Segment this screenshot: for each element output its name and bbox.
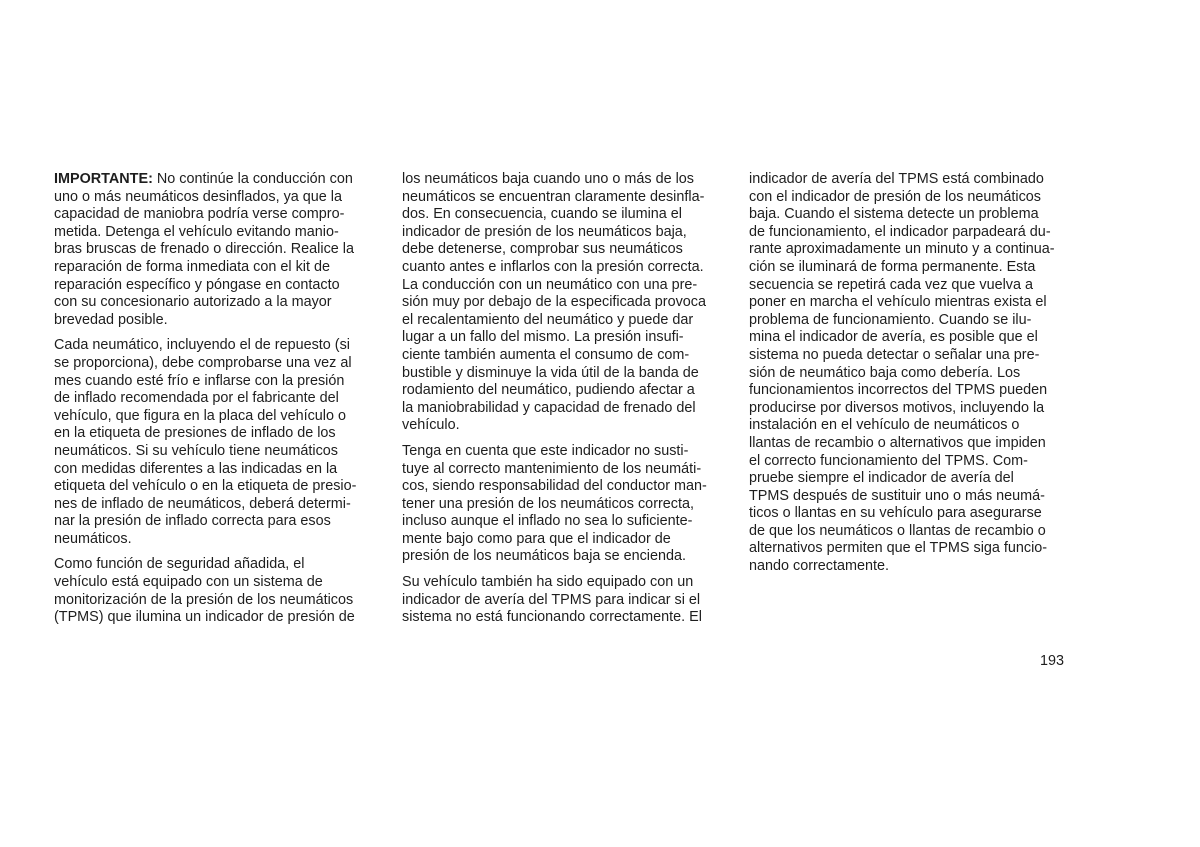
paragraph-malfunction-indicator: indicador de avería del TPMS está combinado con el indicador de presión de los neumáticos baja. Cuando el sistema detecte un problema de funcionamiento, el indicador parpadeará du- rante aproximadamente un minuto y a continua- ción se iluminará de forma permanente. Esta secuencia se repetirá cada vez que vuelva a poner en marcha el vehículo mientras exista el problema de funcionamiento. Cuando se ilu- mina el indicador de avería, es posible que el sistema no pueda detectar o señalar una pre- sión de neumático baja como debería. Los funcionamientos incorrectos del TPMS pueden producirse por diversos motivos, incluyendo la instalación en el vehículo de neumáticos o llantas de recambio o alternativos que impiden el correcto funcionamiento del TPMS. Com- pruebe siempre el indicador de avería del TPMS después de sustituir uno o más neumá- ticos o llantas en su vehículo para asegurarse de que los neumáticos o llantas de recambio o alternativos permiten que el TPMS siga funcio- nando correctamente. xyxy=(749,171,1055,575)
paragraph-important-warning xyxy=(54,171,366,329)
paragraph-tire-check: Cada neumático, incluyendo el de repuesto (si se proporciona), debe comprobarse una vez al mes cuando esté frío e inflarse con la presión de inflado recomendada por el fabricante del vehículo, que figura en la placa del vehículo o en la etiqueta de presiones de inflado de los neumáticos. Si su vehículo tiene neumáticos con medidas diferentes a las indicadas en la etiqueta del vehículo o en la etiqueta de presio- nes de inflado de neumáticos, deberá determi- nar la presión de inflado correcta para esos neumáticos. xyxy=(54,337,357,547)
paragraph-maintenance-note: Tenga en cuenta que este indicador no susti- tuye al correcto mantenimiento de los neumáti- cos, siendo responsabilidad del conductor man- tener una presión de los neumáticos correcta, incluso aunque el inflado no sea lo suficiente- mente bajo como para que el indicador de presión de los neumáticos baja se encienda. xyxy=(402,442,707,565)
paragraph-tpms-intro: Como función de seguridad añadida, el vehículo está equipado con un sistema de monitorización de la presión de los neumáticos (TPMS) que ilumina un indicador de presión de xyxy=(54,556,355,626)
text-column-left xyxy=(54,171,366,635)
important-label: IMPORTANTE: xyxy=(54,171,153,187)
page-number: 193 xyxy=(1039,653,1064,669)
paragraph-low-pressure: los neumáticos baja cuando uno o más de los neumáticos se encuentran claramente desinfla- dos. En consecuencia, cuando se ilumina el indicador de presión de los neumáticos baja, debe detenerse, comprobar sus neumáticos cuanto antes e inflarlos con la presión correcta. La conducción con un neumático con una pre- sión muy por debajo de la especificada provoca el recalentamiento del neumático y puede dar lugar a un fallo del mismo. La presión insufi- ciente también aumenta el consumo de com- bustible y disminuye la vida útil de la banda de rodamiento del neumático, pudiendo afectar a la maniobrabilidad y capacidad de frenado del vehículo. xyxy=(402,171,706,434)
text-column-right xyxy=(749,171,1061,584)
paragraph-text: No continúe la conducción con uno o más neumáticos desinflados, ya que la capacidad de maniobra podría verse compro- metida. Detenga el vehículo evitando manio- bras bruscas de frenado o dirección. Realice la reparación de forma inmediata con el kit de reparación específico y póngase en contacto con su concesionario autorizado a la mayor brevedad posible. xyxy=(54,171,354,328)
text-column-middle xyxy=(402,171,714,635)
paragraph-malfunction-intro: Su vehículo también ha sido equipado con un indicador de avería del TPMS para indicar si el sistema no está funcionando correctamente. El xyxy=(402,574,702,626)
